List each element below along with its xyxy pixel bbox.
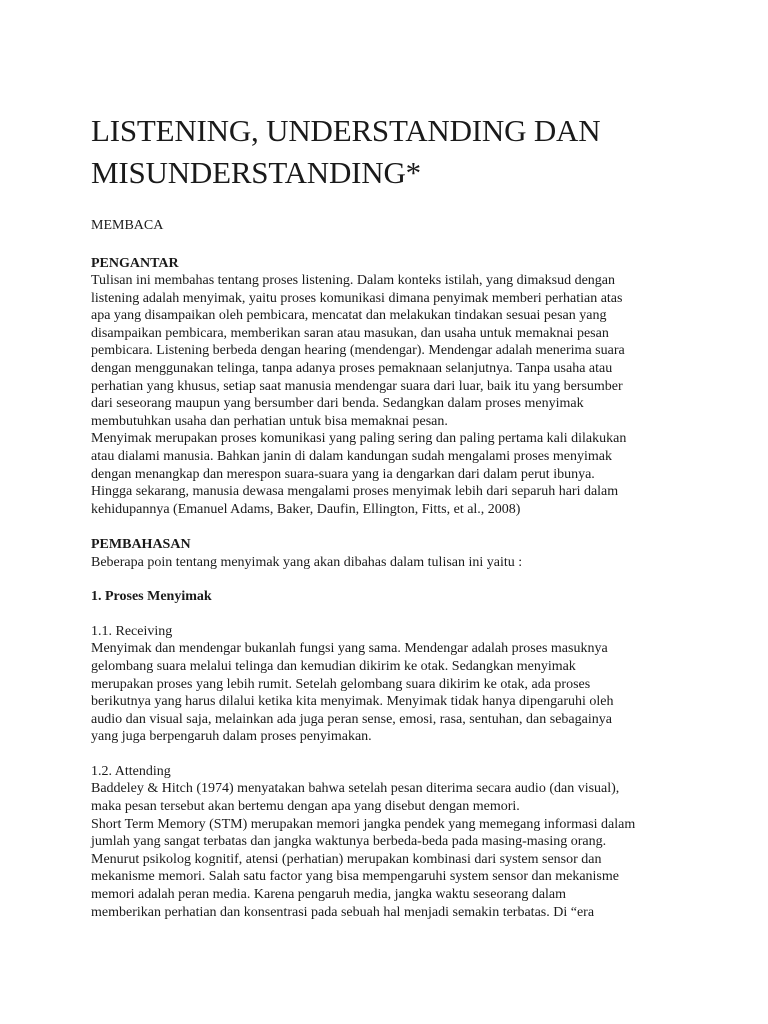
text-line: Menyimak dan mendengar bukanlah fungsi yang sama. Mendengar adalah proses masuknya	[91, 641, 608, 657]
text-line: memberikan perhatian dan konsentrasi pada sebuah hal menjadi semakin terbatas. Di “era	[91, 904, 595, 920]
text-line: apa yang disampaikan oleh pembicara, mencatat dan melakukan tindakan sesuai pesan yang	[91, 308, 607, 324]
text-line: yang juga berpengaruh dalam proses penyimakan.	[91, 729, 372, 745]
text-line: gelombang suara melalui telinga dan kemudian dikirim ke otak. Sedangkan menyimak	[91, 659, 576, 674]
text-line: memori adalah peran media. Karena pengaruh media, jangka waktu seseorang dalam	[91, 887, 567, 903]
text-line: mekanisme memori. Salah satu factor yang bisa mempengaruhi system sensor dan mekanisme	[91, 869, 619, 885]
text-line: perhatian yang khusus, setiap saat manusia mendengar suara dari luar, baik itu yang bersumber	[91, 378, 623, 394]
document-label: MEMBACA	[91, 218, 164, 233]
paragraph-pengantar	[91, 272, 691, 518]
text-line: listening adalah menyimak, yaitu proses komunikasi dimana penyimak memberi perhatian atas	[91, 290, 623, 306]
title-line: MISUNDERSTANDING*	[91, 155, 421, 190]
paragraph-attending	[91, 780, 691, 921]
subsection-heading-receiving: 1.1. Receiving	[91, 623, 173, 639]
section-heading-pengantar: PENGANTAR	[91, 255, 179, 271]
text-line: atau dialami manusia. Bahkan janin di dalam kandungan sudah mengalami proses menyimak	[91, 448, 612, 464]
text-line: dari seseorang maupun yang bersumber dari benda. Sedangkan dalam proses menyimak	[91, 396, 584, 412]
title-line: LISTENING, UNDERSTANDING DAN	[91, 113, 601, 148]
subsection-heading-attending: 1.2. Attending	[91, 763, 171, 779]
document-page	[91, 110, 691, 921]
text-line: membutuhkan usaha dan perhatian untuk bisa memaknai pesan.	[91, 413, 448, 429]
text-line: merupakan proses yang lebih rumit. Setelah gelombang suara dikirim ke otak, ada proses	[91, 676, 591, 692]
text-line: kehidupannya (Emanuel Adams, Baker, Daufin, Ellington, Fitts, et al., 2008)	[91, 501, 521, 517]
paragraph-receiving	[91, 640, 691, 746]
text-line: Beberapa poin tentang menyimak yang akan dibahas dalam tulisan ini yaitu :	[91, 554, 523, 570]
text-line: pembicara. Listening berbeda dengan hearing (mendengar). Mendengar adalah menerima suara	[91, 343, 625, 359]
text-line: disampaikan pembicara, memberikan saran atau masukan, dan usaha untuk memaknai pesan	[91, 325, 609, 341]
section-heading-pembahasan: PEMBAHASAN	[91, 537, 191, 553]
subsection-heading-proses-menyimak: 1. Proses Menyimak	[91, 589, 212, 605]
text-line: berikutnya yang harus dilalui ketika kita menyimak. Menyimak tidak hanya dipengaruhi oleh	[91, 694, 614, 710]
text-line: maka pesan tersebut akan bertemu dengan apa yang disebut dengan memori.	[91, 799, 520, 815]
text-line: audio dan visual saja, melainkan ada juga peran sense, emosi, rasa, sentuhan, dan sebagainya	[91, 711, 612, 727]
text-line: Menurut psikolog kognitif, atensi (perhatian) merupakan kombinasi dari system sensor dan	[91, 851, 602, 867]
paragraph-pembahasan	[91, 554, 691, 572]
text-line: dengan menggunakan telinga, tanpa adanya proses pemaknaan selanjutnya. Tanpa usaha atau	[91, 360, 613, 376]
text-line: Hingga sekarang, manusia dewasa mengalami proses menyimak lebih dari separuh hari dalam	[91, 484, 619, 500]
text-line: Tulisan ini membahas tentang proses listening. Dalam konteks istilah, yang dimaksud dengan	[91, 273, 616, 288]
text-line: jumlah yang sangat terbatas dan jangka waktunya berbeda-beda pada masing-masing orang.	[91, 834, 607, 850]
text-line: Menyimak merupakan proses komunikasi yang paling sering dan paling pertama kali dilakukan	[91, 431, 627, 447]
text-line: dengan menangkap dan merespon suara-suara yang ia dengarkan dari dalam perut ibunya.	[91, 466, 595, 482]
text-line: Baddeley & Hitch (1974) menyatakan bahwa setelah pesan diterima secara audio (dan visual),	[91, 781, 620, 797]
document-title	[91, 110, 691, 194]
text-line: Short Term Memory (STM) merupakan memori jangka pendek yang memegang informasi dalam	[91, 816, 636, 832]
